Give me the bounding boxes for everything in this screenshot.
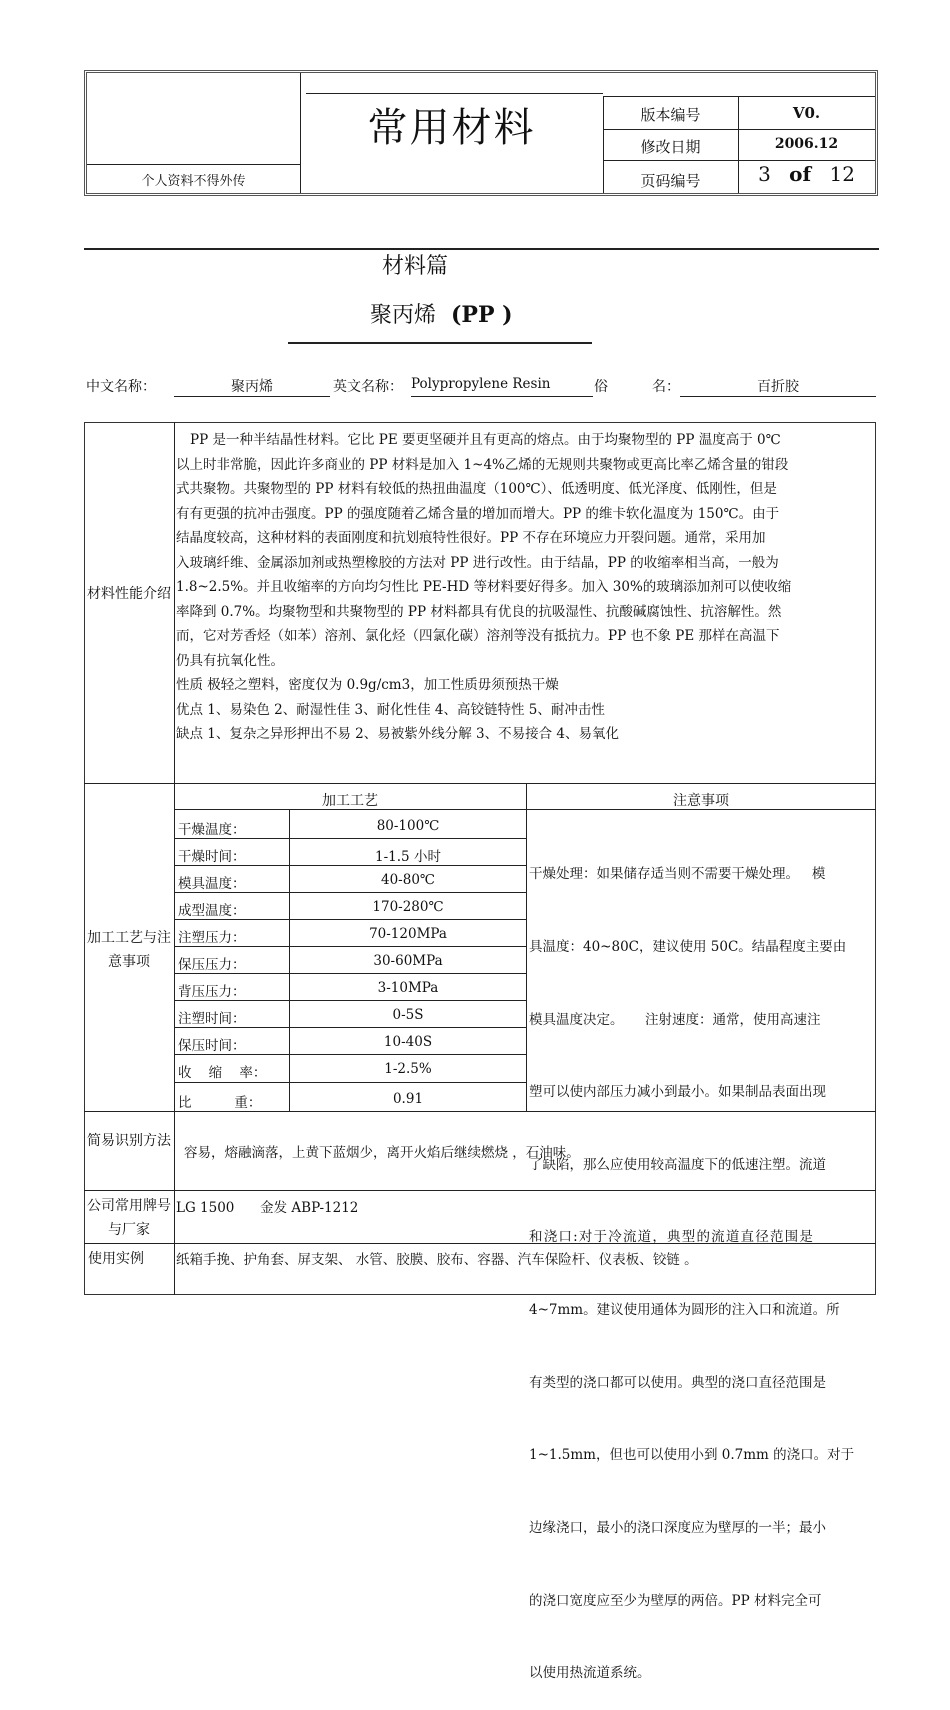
notes-line: 4~7mm。建议使用通体为圆形的注入口和流道。所 bbox=[529, 1302, 840, 1319]
notes-line: 模具温度决定。 注射速度：通常，使用高速注 bbox=[529, 1011, 821, 1028]
process-column-divider bbox=[526, 783, 527, 1111]
param-name-drying-time: 干燥时间： bbox=[178, 849, 246, 865]
process-label: 加工工艺与注意事项 bbox=[87, 930, 171, 970]
param-name-drying-temp: 干燥温度： bbox=[178, 822, 246, 838]
usage-value: 纸箱手挽、护角套、屏支架、 水管、胶膜、胶布、容器、汽车保险杆、仪表板、铰链 。 bbox=[176, 1252, 698, 1268]
param-name-injection-time: 注塑时间： bbox=[178, 1011, 246, 1027]
param-name-holding-time: 保压时间： bbox=[178, 1038, 246, 1054]
notes-line: 以使用热流道系统。 bbox=[529, 1665, 651, 1682]
section-title: 材料篇 bbox=[382, 254, 449, 279]
param-value-molding-temp: 170-280℃ bbox=[372, 899, 444, 915]
en-name-label: 英文名称： bbox=[333, 379, 403, 395]
notes-line: 边缘浇口，最小的浇口深度应为壁厚的一半；最小 bbox=[529, 1519, 826, 1536]
notes-line: 和浇口:对于冷流道，典型的流道直径范围是 bbox=[529, 1229, 815, 1246]
param-value-injection-time: 0-5S bbox=[392, 1007, 424, 1023]
title-overline bbox=[306, 93, 603, 94]
param-name-mold-temp: 模具温度： bbox=[178, 876, 246, 892]
intro-line: 有有更强的抗冲击强度。PP 的强度随着乙烯含量的增加而增大。PP 的维卡软化温度为 150℃。由于 bbox=[176, 505, 780, 522]
param-value-specific-gravity: 0.91 bbox=[392, 1091, 424, 1107]
notes-line: 1~1.5mm，但也可以使用小到 0.7mm 的浇口。对于 bbox=[529, 1447, 855, 1464]
intro-line: PP 是一种半结晶性材料。它比 PE 要更坚硬并且有更高的熔点。由于均聚物型的 PP 温度高于 0℃ bbox=[190, 432, 781, 448]
confidential-notice: 个人资料不得外传 bbox=[141, 174, 246, 189]
param-name-injection-pressure: 注塑压力： bbox=[178, 930, 246, 946]
intro-line: 以上时非常脆，因此许多商业的 PP 材料是加入 1~4%乙烯的无规则共聚物或更高比率乙烯含量的钳段 bbox=[176, 456, 789, 473]
advantages-line: 优点 1、易染色 2、耐湿性佳 3、耐化性佳 4、高铰链特性 5、耐冲击性 bbox=[176, 701, 605, 718]
process-col-header: 加工工艺 bbox=[322, 793, 378, 809]
cn-name-label: 中文名称： bbox=[86, 379, 156, 395]
page-number-label: 页码编号 bbox=[640, 172, 701, 190]
param-value-shrinkage: 1-2.5% bbox=[384, 1061, 432, 1077]
intro-line: 1.8~2.5%。并且收缩率的方向均匀性比 PE-HD 等材料要好得多。加入 30%的玻璃添加剂可以使收缩 bbox=[176, 579, 792, 595]
version-value: V0. bbox=[792, 104, 821, 122]
material-title-code: (PP ) bbox=[451, 302, 513, 328]
cn-name-value: 聚丙烯 bbox=[231, 379, 273, 395]
intro-text bbox=[176, 428, 876, 747]
param-name-molding-temp: 成型温度： bbox=[178, 903, 246, 919]
param-value-injection-pressure: 70-120MPa bbox=[369, 926, 447, 942]
header-divider-notice bbox=[87, 164, 300, 165]
meta-line-1 bbox=[603, 129, 875, 130]
param-name-holding-pressure: 保压压力： bbox=[178, 957, 246, 973]
brands-value: LG 1500 金发 ABP-1212 bbox=[176, 1200, 359, 1216]
notes-line: 有类型的浇口都可以使用。典型的浇口直径范围是 bbox=[529, 1374, 826, 1391]
param-row-line bbox=[174, 865, 527, 866]
param-row-line bbox=[174, 1000, 527, 1001]
intro-line: 率降到 0.7%。均聚物型和共聚物型的 PP 材料都具有优良的抗吸湿性、抗酸碱腐蚀性、抗溶解性。然 bbox=[176, 603, 782, 620]
param-name-back-pressure: 背压压力： bbox=[178, 984, 246, 1000]
version-label: 版本编号 bbox=[640, 106, 701, 124]
intro-line: 入玻璃纤维、金属添加剂或热塑橡胶的方法对 PP 进行改性。由于结晶，PP 的收缩率相当高，一般为 bbox=[176, 554, 779, 571]
intro-line: 而，它对芳香烃（如苯）溶剂、氯化烃（四氯化碳）溶剂等没有抵抗力。PP 也不象 PE 那样在高温下 bbox=[176, 628, 780, 644]
notes-line: 塑可以使内部压力减小到最小。如果制品表面出现 bbox=[529, 1084, 826, 1101]
title-underline bbox=[288, 342, 592, 344]
material-title-cn: 聚丙烯 bbox=[370, 303, 437, 328]
param-value-holding-time: 10-40S bbox=[383, 1034, 433, 1050]
en-name-underline bbox=[411, 396, 593, 397]
notes-line: 干燥处理：如果储存适当则不需要干燥处理。 模 bbox=[529, 866, 826, 883]
section-rule bbox=[84, 248, 879, 250]
identify-value: 容易，熔融滴落，上黄下蓝烟少，离开火焰后继续燃烧 ，石油味。 bbox=[184, 1145, 580, 1161]
notes-line: 具温度：40~80C，建议使用 50C。结晶程度主要由 bbox=[529, 939, 847, 956]
material-title bbox=[370, 298, 513, 329]
common-name-label-1: 俗 bbox=[594, 379, 608, 395]
param-value-mold-temp: 40-80℃ bbox=[380, 872, 436, 888]
page-total: 12 bbox=[829, 162, 855, 186]
page-of: of bbox=[789, 162, 812, 186]
param-value-drying-time: 1-1.5 小时 bbox=[375, 849, 441, 865]
intro-line: 仍具有抗氧化性。 bbox=[176, 652, 284, 669]
intro-line: 式共聚物。共聚物型的 PP 材料有较低的热扭曲温度（100℃）、低透明度、低光泽度、低刚性，但是 bbox=[176, 481, 777, 497]
intro-label: 材料性能介绍 bbox=[87, 586, 171, 602]
param-row-line bbox=[174, 1054, 527, 1055]
param-value-holding-pressure: 30-60MPa bbox=[373, 953, 443, 969]
intro-line: 结晶度较高，这种材料的表面刚度和抗划痕特性很好。PP 不存在环境应力开裂问题。通常，采用加 bbox=[176, 530, 766, 546]
page-indicator bbox=[738, 162, 875, 186]
cn-name-underline bbox=[174, 396, 330, 397]
brands-label: 公司常用牌号与厂家 bbox=[87, 1198, 171, 1238]
property-line: 性质 极轻之塑料，密度仅为 0.9g/cm3，加工性质毋须预热干燥 bbox=[176, 677, 559, 693]
param-row-line bbox=[174, 946, 527, 947]
notes-line: 了缺陷，那么应使用较高温度下的低速注塑。流道 bbox=[529, 1156, 826, 1173]
usage-label: 使用实例 bbox=[88, 1251, 144, 1267]
param-name-shrinkage: 收 缩 率： bbox=[178, 1065, 267, 1081]
en-name-value: Polypropylene Resin bbox=[411, 376, 551, 392]
param-row-line bbox=[174, 973, 527, 974]
meta-line-top bbox=[603, 96, 875, 97]
param-value-back-pressure: 3-10MPa bbox=[377, 980, 439, 996]
param-value-drying-temp: 80-100℃ bbox=[376, 818, 440, 834]
identify-label: 简易识别方法 bbox=[87, 1133, 171, 1149]
common-name-value: 百折胶 bbox=[757, 379, 799, 395]
param-row-line bbox=[174, 919, 527, 920]
date-label: 修改日期 bbox=[640, 138, 701, 156]
param-row-line bbox=[174, 892, 527, 893]
page-title: 常用材料 bbox=[367, 105, 536, 151]
param-row-line bbox=[174, 1082, 527, 1083]
disadvantages-line: 缺点 1、复杂之异形押出不易 2、易被紫外线分解 3、不易接合 4、易氧化 bbox=[176, 726, 620, 742]
param-row-line bbox=[174, 838, 527, 839]
date-value: 2006.12 bbox=[774, 136, 839, 152]
page-current: 3 bbox=[758, 162, 771, 186]
table-label-column-divider bbox=[174, 422, 175, 1295]
meta-line-2 bbox=[603, 160, 875, 161]
param-name-specific-gravity: 比 重： bbox=[178, 1095, 262, 1111]
common-name-label-2: 名： bbox=[652, 379, 680, 395]
param-row-line bbox=[174, 1027, 527, 1028]
row-divider-intro bbox=[84, 783, 876, 784]
notes-col-header: 注意事项 bbox=[673, 793, 729, 809]
common-name-underline bbox=[680, 396, 876, 397]
notes-line: 的浇口宽度应至少为壁厚的两倍。PP 材料完全可 bbox=[529, 1592, 822, 1609]
